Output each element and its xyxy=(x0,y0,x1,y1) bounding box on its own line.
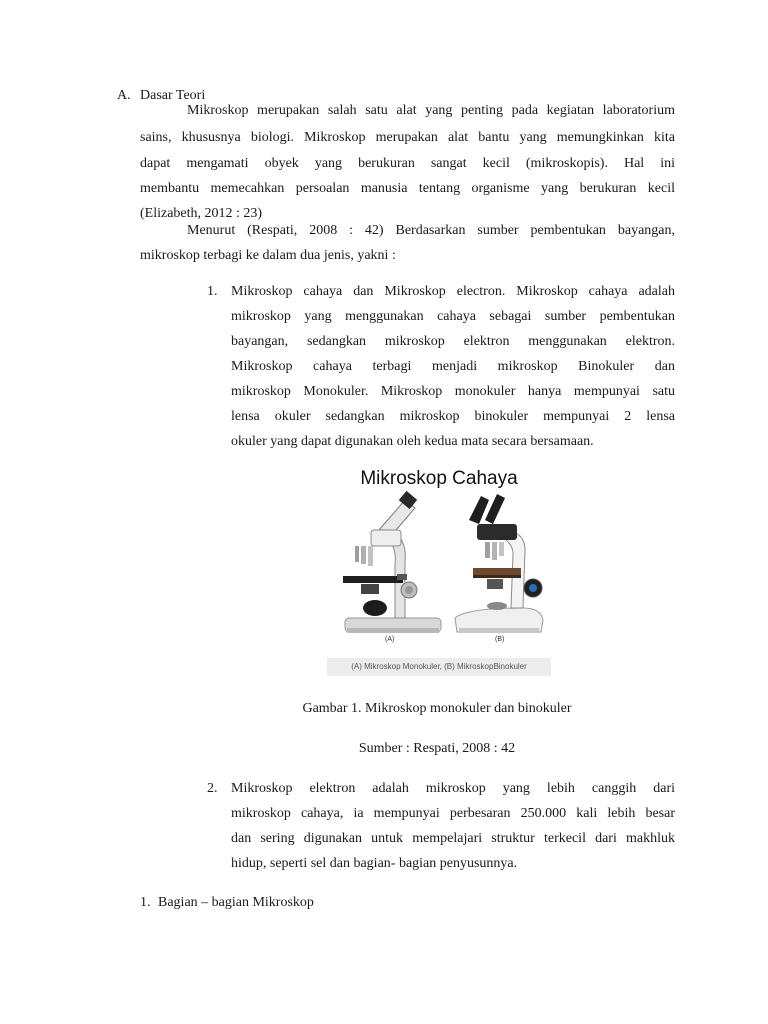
microscope-illustration xyxy=(327,490,551,660)
binocular-microscope-icon xyxy=(455,494,543,633)
list-line: mikroskop cahaya, ia mempunyai perbesaran 250.000 kali lebih besar xyxy=(231,806,675,821)
list-line: okuler yang dapat digunakan oleh kedua mata secara bersamaan. xyxy=(231,434,594,449)
paragraph-line: dapat mengamati obyek yang berukuran sangat kecil (mikroskopis). Hal ini xyxy=(140,156,675,171)
section-marker: A. xyxy=(117,88,131,103)
paragraph-line: sains, khususnya biologi. Mikroskop merupakan alat bantu yang memungkinkan kita xyxy=(140,130,675,145)
figure-caption: Gambar 1. Mikroskop monokuler dan binokuler xyxy=(302,701,572,716)
figure-title: Mikroskop Cahaya xyxy=(360,468,518,489)
list-line: Mikroskop elektron adalah mikroskop yang lebih canggih dari xyxy=(231,781,675,796)
monocular-microscope-icon xyxy=(343,491,441,633)
list-line: dan sering digunakan untuk mempelajari struktur terkecil dari makhluk xyxy=(231,831,675,846)
paragraph-line: Menurut (Respati, 2008 : 42) Berdasarkan sumber pembentukan bayangan, xyxy=(187,223,675,238)
list-line: lensa okuler sedangkan mikroskop binokuler mempunyai 2 lensa xyxy=(231,409,675,424)
figure-label-a: (A) xyxy=(385,636,395,643)
subheading-title: Bagian – bagian Mikroskop xyxy=(158,895,314,910)
list-number: 1. xyxy=(207,284,218,299)
figure-inner-caption: (A) Mikroskop Monokuler, (B) MikroskopBinokuler xyxy=(327,658,551,676)
list-line: Mikroskop cahaya terbagi menjadi mikroskop Binokuler dan xyxy=(231,359,675,374)
list-line: hidup, seperti sel dan bagian- bagian penyusunnya. xyxy=(231,856,518,871)
list-line: mikroskop yang menggunakan cahaya sebagai sumber pembentukan xyxy=(231,309,675,324)
figure-label-b: (B) xyxy=(495,636,505,643)
section-title: Dasar Teori xyxy=(140,88,206,103)
paragraph-line: mikroskop terbagi ke dalam dua jenis, yakni : xyxy=(140,248,396,263)
paragraph-line: membantu memecahkan persoalan manusia tentang organisme yang berukuran kecil xyxy=(140,181,675,196)
list-line: mikroskop Monokuler. Mikroskop monokuler hanya mempunyai satu xyxy=(231,384,675,399)
microscope-figure xyxy=(327,466,551,678)
list-line: bayangan, sedangkan mikroskop elektron menggunakan elektron. xyxy=(231,334,675,349)
paragraph-line: (Elizabeth, 2012 : 23) xyxy=(140,206,263,221)
figure-source: Sumber : Respati, 2008 : 42 xyxy=(358,741,516,756)
paragraph-line: Mikroskop merupakan salah satu alat yang penting pada kegiatan laboratorium xyxy=(187,103,675,118)
list-line: Mikroskop cahaya dan Mikroskop electron. Mikroskop cahaya adalah xyxy=(231,284,675,299)
subheading-number: 1. xyxy=(140,895,151,910)
list-number: 2. xyxy=(207,781,218,796)
